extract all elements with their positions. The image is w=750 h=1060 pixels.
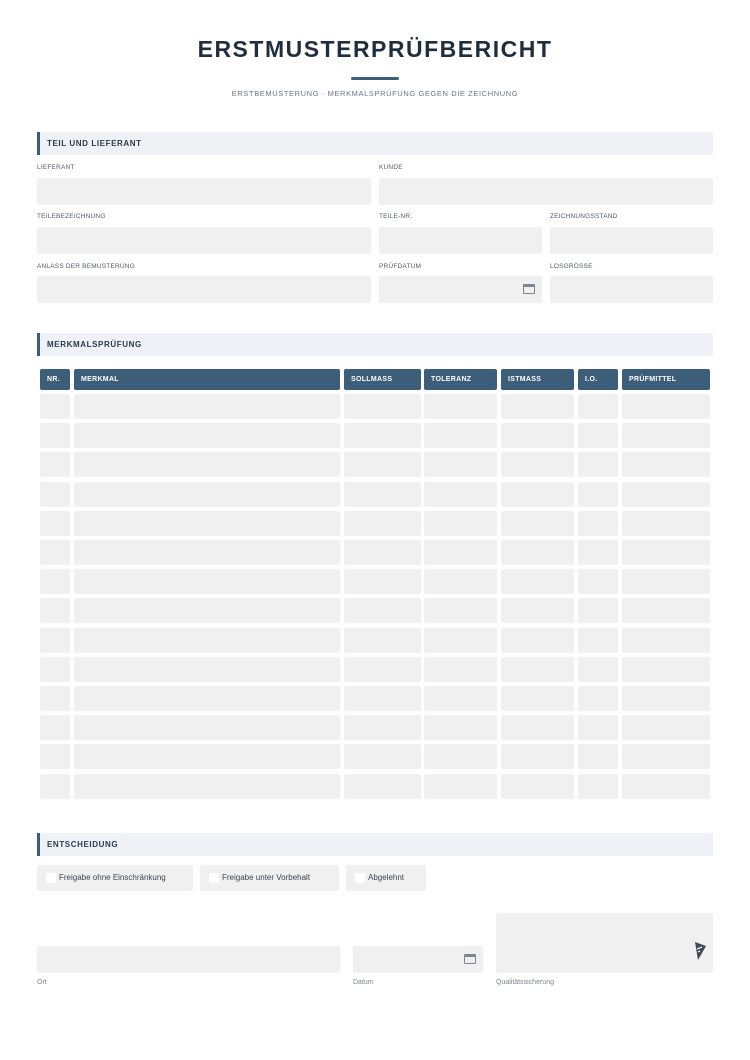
test-date-field[interactable] bbox=[379, 276, 542, 303]
label-drawing-rev: ZEICHNUNGSSTAND bbox=[550, 213, 618, 220]
checkbox-release-unrestricted[interactable] bbox=[46, 873, 56, 883]
cell-sollmass[interactable] bbox=[344, 511, 421, 536]
cell-nr[interactable] bbox=[40, 744, 70, 769]
cell-io[interactable] bbox=[578, 511, 618, 536]
cell-toleranz[interactable] bbox=[424, 715, 497, 740]
cell-nr[interactable] bbox=[40, 511, 70, 536]
cell-pruefmittel[interactable] bbox=[622, 423, 710, 448]
part-no-field[interactable] bbox=[379, 227, 542, 254]
col-header-toleranz: TOLERANZ bbox=[424, 369, 497, 390]
label-lot-size: LOSGRÖSSE bbox=[550, 263, 593, 270]
cell-sollmass[interactable] bbox=[344, 482, 421, 507]
option-label: Freigabe unter Vorbehalt bbox=[222, 873, 311, 882]
cell-toleranz[interactable] bbox=[424, 394, 497, 419]
cell-io[interactable] bbox=[578, 715, 618, 740]
section-header-features: MERKMALSPRÜFUNG bbox=[37, 333, 713, 356]
col-header-nr: NR. bbox=[40, 369, 70, 390]
cell-toleranz[interactable] bbox=[424, 657, 497, 682]
option-label: Abgelehnt bbox=[368, 873, 405, 882]
cell-io[interactable] bbox=[578, 774, 618, 799]
cell-merkmal[interactable] bbox=[74, 452, 340, 477]
cell-merkmal[interactable] bbox=[74, 774, 340, 799]
cell-pruefmittel[interactable] bbox=[622, 598, 710, 623]
cell-toleranz[interactable] bbox=[424, 686, 497, 711]
cell-nr[interactable] bbox=[40, 686, 70, 711]
cell-toleranz[interactable] bbox=[424, 452, 497, 477]
place-field[interactable] bbox=[37, 946, 340, 973]
cell-sollmass[interactable] bbox=[344, 394, 421, 419]
col-header-io: I.O. bbox=[578, 369, 618, 390]
cell-istmass[interactable] bbox=[501, 423, 574, 448]
cell-sollmass[interactable] bbox=[344, 774, 421, 799]
cell-io[interactable] bbox=[578, 569, 618, 594]
cell-nr[interactable] bbox=[40, 482, 70, 507]
calendar-icon[interactable] bbox=[523, 284, 535, 294]
cell-pruefmittel[interactable] bbox=[622, 511, 710, 536]
label-date: Datum bbox=[353, 979, 374, 986]
cell-io[interactable] bbox=[578, 482, 618, 507]
label-place: Ort bbox=[37, 979, 47, 986]
drawing-rev-field[interactable] bbox=[550, 227, 713, 254]
cell-istmass[interactable] bbox=[501, 394, 574, 419]
calendar-icon[interactable] bbox=[464, 954, 476, 964]
cell-pruefmittel[interactable] bbox=[622, 628, 710, 653]
cell-pruefmittel[interactable] bbox=[622, 394, 710, 419]
label-customer: KUNDE bbox=[379, 164, 403, 171]
lot-size-field[interactable] bbox=[550, 276, 713, 303]
cell-sollmass[interactable] bbox=[344, 686, 421, 711]
cell-toleranz[interactable] bbox=[424, 598, 497, 623]
cell-nr[interactable] bbox=[40, 715, 70, 740]
option-rejected[interactable] bbox=[346, 865, 426, 891]
cell-io[interactable] bbox=[578, 686, 618, 711]
cell-nr[interactable] bbox=[40, 598, 70, 623]
cell-merkmal[interactable] bbox=[74, 715, 340, 740]
cell-io[interactable] bbox=[578, 394, 618, 419]
cell-io[interactable] bbox=[578, 452, 618, 477]
customer-field[interactable] bbox=[379, 178, 713, 205]
label-part-no: TEILE-NR. bbox=[379, 213, 413, 220]
label-part-name: TEILEBEZEICHNUNG bbox=[37, 213, 106, 220]
supplier-field[interactable] bbox=[37, 178, 371, 205]
cell-pruefmittel[interactable] bbox=[622, 686, 710, 711]
reason-field[interactable] bbox=[37, 276, 371, 303]
col-header-istmass: ISTMASS bbox=[501, 369, 574, 390]
title-divider bbox=[351, 77, 399, 80]
cell-merkmal[interactable] bbox=[74, 598, 340, 623]
option-release-conditional[interactable] bbox=[200, 865, 339, 891]
cell-nr[interactable] bbox=[40, 657, 70, 682]
cell-nr[interactable] bbox=[40, 540, 70, 565]
cell-toleranz[interactable] bbox=[424, 774, 497, 799]
cell-sollmass[interactable] bbox=[344, 744, 421, 769]
page-subtitle: ERSTBEMUSTERUNG · MERKMALSPRÜFUNG GEGEN DIE ZEICHNUNG bbox=[231, 89, 519, 98]
label-supplier: LIEFERANT bbox=[37, 164, 75, 171]
cell-pruefmittel[interactable] bbox=[622, 657, 710, 682]
cell-toleranz[interactable] bbox=[424, 628, 497, 653]
cell-toleranz[interactable] bbox=[424, 423, 497, 448]
cell-istmass[interactable] bbox=[501, 452, 574, 477]
label-reason: ANLASS DER BEMUSTERUNG bbox=[37, 263, 135, 270]
cell-merkmal[interactable] bbox=[74, 423, 340, 448]
checkbox-release-conditional[interactable] bbox=[209, 873, 219, 883]
cell-istmass[interactable] bbox=[501, 569, 574, 594]
cell-merkmal[interactable] bbox=[74, 744, 340, 769]
cell-io[interactable] bbox=[578, 744, 618, 769]
cell-istmass[interactable] bbox=[501, 482, 574, 507]
cell-nr[interactable] bbox=[40, 452, 70, 477]
cell-istmass[interactable] bbox=[501, 511, 574, 536]
section-header-decision: ENTSCHEIDUNG bbox=[37, 833, 713, 856]
checkbox-rejected[interactable] bbox=[355, 873, 365, 883]
cell-pruefmittel[interactable] bbox=[622, 482, 710, 507]
option-label: Freigabe ohne Einschränkung bbox=[59, 873, 166, 882]
cell-pruefmittel[interactable] bbox=[622, 774, 710, 799]
col-header-merkmal: MERKMAL bbox=[74, 369, 340, 390]
cell-sollmass[interactable] bbox=[344, 452, 421, 477]
cell-pruefmittel[interactable] bbox=[622, 569, 710, 594]
cell-nr[interactable] bbox=[40, 628, 70, 653]
label-test-date: PRÜFDATUM bbox=[379, 263, 422, 270]
cell-istmass[interactable] bbox=[501, 744, 574, 769]
cell-istmass[interactable] bbox=[501, 686, 574, 711]
cell-merkmal[interactable] bbox=[74, 628, 340, 653]
cell-toleranz[interactable] bbox=[424, 511, 497, 536]
col-header-pruefmittel: PRÜFMITTEL bbox=[622, 369, 710, 390]
cell-istmass[interactable] bbox=[501, 657, 574, 682]
cell-pruefmittel[interactable] bbox=[622, 744, 710, 769]
cell-io[interactable] bbox=[578, 657, 618, 682]
cell-io[interactable] bbox=[578, 423, 618, 448]
cell-sollmass[interactable] bbox=[344, 540, 421, 565]
cell-istmass[interactable] bbox=[501, 715, 574, 740]
cell-toleranz[interactable] bbox=[424, 569, 497, 594]
cell-sollmass[interactable] bbox=[344, 423, 421, 448]
cell-istmass[interactable] bbox=[501, 598, 574, 623]
label-qa: Qualitätssicherung bbox=[496, 979, 554, 986]
cell-toleranz[interactable] bbox=[424, 482, 497, 507]
cell-merkmal[interactable] bbox=[74, 511, 340, 536]
cell-nr[interactable] bbox=[40, 394, 70, 419]
cell-istmass[interactable] bbox=[501, 774, 574, 799]
cell-pruefmittel[interactable] bbox=[622, 715, 710, 740]
cell-nr[interactable] bbox=[40, 569, 70, 594]
cell-toleranz[interactable] bbox=[424, 744, 497, 769]
cell-sollmass[interactable] bbox=[344, 628, 421, 653]
cell-nr[interactable] bbox=[40, 423, 70, 448]
cell-pruefmittel[interactable] bbox=[622, 452, 710, 477]
cell-io[interactable] bbox=[578, 628, 618, 653]
cell-istmass[interactable] bbox=[501, 628, 574, 653]
cell-sollmass[interactable] bbox=[344, 715, 421, 740]
cell-merkmal[interactable] bbox=[74, 540, 340, 565]
cell-merkmal[interactable] bbox=[74, 482, 340, 507]
cell-merkmal[interactable] bbox=[74, 657, 340, 682]
cell-pruefmittel[interactable] bbox=[622, 540, 710, 565]
decision-date-field[interactable] bbox=[353, 946, 483, 973]
cell-merkmal[interactable] bbox=[74, 569, 340, 594]
cell-io[interactable] bbox=[578, 598, 618, 623]
cell-nr[interactable] bbox=[40, 774, 70, 799]
part-name-field[interactable] bbox=[37, 227, 371, 254]
cell-sollmass[interactable] bbox=[344, 657, 421, 682]
page-title: ERSTMUSTERPRÜFBERICHT bbox=[197, 36, 553, 62]
cell-merkmal[interactable] bbox=[74, 686, 340, 711]
cell-sollmass[interactable] bbox=[344, 569, 421, 594]
qa-signature-field[interactable] bbox=[496, 913, 713, 973]
section-header-part-supplier: TEIL UND LIEFERANT bbox=[37, 132, 713, 155]
cell-toleranz[interactable] bbox=[424, 540, 497, 565]
col-header-sollmass: SOLLMASS bbox=[344, 369, 421, 390]
cell-merkmal[interactable] bbox=[74, 394, 340, 419]
pen-nib-icon bbox=[693, 941, 707, 961]
cell-io[interactable] bbox=[578, 540, 618, 565]
cell-sollmass[interactable] bbox=[344, 598, 421, 623]
option-release-unrestricted[interactable] bbox=[37, 865, 193, 891]
cell-istmass[interactable] bbox=[501, 540, 574, 565]
